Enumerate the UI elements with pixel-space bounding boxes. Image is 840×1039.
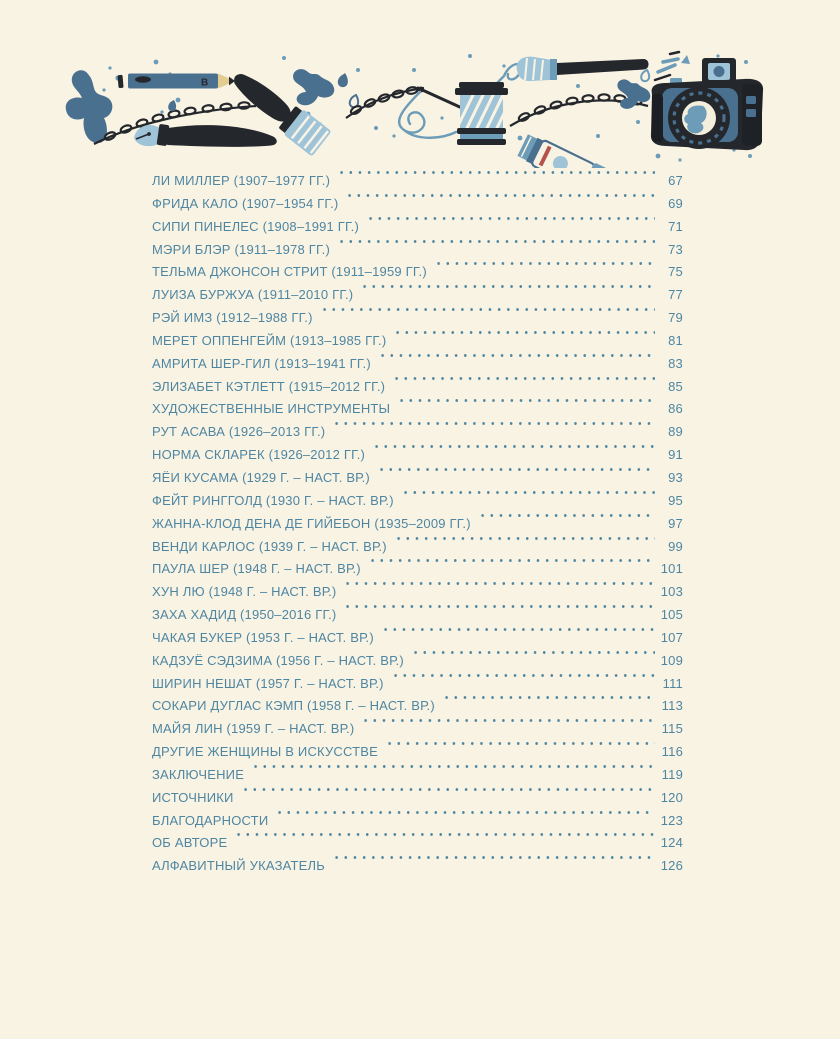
toc-row[interactable] — [152, 376, 683, 399]
toc-entry-label: ЗАКЛЮЧЕНИЕ — [152, 766, 245, 782]
toc-row[interactable] — [152, 832, 683, 855]
toc-leader-dots — [381, 627, 655, 650]
toc-leader-dots — [241, 787, 655, 810]
toc-entry-page: 107 — [660, 629, 683, 645]
toc-leader-dots — [368, 558, 655, 581]
toc-row[interactable] — [152, 650, 683, 673]
toc-leader-dots — [385, 741, 655, 764]
toc-row[interactable] — [152, 513, 683, 536]
toc-row[interactable] — [152, 353, 683, 376]
toc-row[interactable] — [152, 581, 683, 604]
toc-entry-page: 86 — [668, 401, 683, 417]
toc-entry-page: 83 — [668, 355, 683, 371]
toc-leader-dots — [343, 581, 654, 604]
toc-entry-label: ФЕЙТ РИНГГОЛД (1930 Г. – НАСТ. ВР.) — [152, 492, 394, 508]
toc-entry-label: ХУН ЛЮ (1948 Г. – НАСТ. ВР.) — [152, 584, 337, 600]
toc-leader-dots — [478, 513, 655, 536]
toc-leader-dots — [442, 695, 655, 718]
toc-entry-label: КАДЗУЁ СЭДЗИМА (1956 Г. – НАСТ. ВР.) — [152, 652, 404, 668]
toc-entry-page: 116 — [661, 744, 683, 760]
toc-row[interactable] — [152, 261, 683, 284]
toc-leader-dots — [392, 376, 655, 399]
toc-entry-page: 99 — [668, 538, 683, 554]
toc-leader-dots — [345, 193, 655, 216]
toc-leader-dots — [343, 604, 654, 627]
toc-leader-dots — [337, 170, 655, 193]
toc-row[interactable] — [152, 421, 683, 444]
toc-row[interactable] — [152, 787, 683, 810]
toc-entry-page: 91 — [668, 447, 683, 463]
toc-row[interactable] — [152, 627, 683, 650]
toc-entry-label: ПАУЛА ШЕР (1948 Г. – НАСТ. ВР.) — [152, 561, 361, 577]
toc-leader-dots — [411, 650, 655, 673]
toc-entry-label: НОРМА СКЛАРЕК (1926–2012 ГГ.) — [152, 447, 366, 463]
toc-entry-page: 79 — [668, 310, 683, 326]
toc-entry-page: 69 — [668, 195, 683, 211]
toc-leader-dots — [360, 284, 655, 307]
leaf-splash-icon — [66, 70, 113, 143]
toc-row[interactable] — [152, 216, 683, 239]
toc-entry-label: ВЕНДИ КАРЛОС (1939 Г. – НАСТ. ВР.) — [152, 538, 387, 554]
camera-icon — [651, 52, 763, 150]
toc-leader-dots — [393, 330, 655, 353]
toc-entry-page: 77 — [668, 287, 683, 303]
needle-thread-icon — [399, 87, 462, 137]
flash-rays-icon — [658, 59, 678, 72]
toc-row[interactable] — [152, 170, 683, 193]
toc-entry-label: ЖАННА-КЛОД ДЕНА ДЕ ГИЙЕБОН (1935–2009 ГГ.) — [152, 515, 471, 531]
toc-entry-page: 109 — [660, 652, 683, 668]
toc-entry-page: 126 — [660, 858, 683, 874]
toc-leader-dots — [377, 467, 655, 490]
toc-leader-dots — [434, 261, 655, 284]
toc-row[interactable] — [152, 536, 683, 559]
toc-row[interactable] — [152, 444, 683, 467]
toc-entry-label: СОКАРИ ДУГЛАС КЭМП (1958 Г. – НАСТ. ВР.) — [152, 698, 435, 714]
toc-entry-page: 120 — [660, 789, 683, 805]
toc-leader-dots — [361, 718, 655, 741]
toc-entry-page: 103 — [660, 584, 683, 600]
toc-entry-page: 115 — [661, 721, 683, 737]
toc-entry-label: ИСТОЧНИКИ — [152, 789, 234, 805]
toc-entry-label: ЗАХА ХАДИД (1950–2016 ГГ.) — [152, 607, 337, 623]
toc-entry-page: 75 — [668, 264, 683, 280]
toc-entry-page: 123 — [660, 812, 683, 828]
paint-tube-icon — [516, 131, 608, 168]
toc-row[interactable] — [152, 764, 683, 787]
toc-entry-label: БЛАГОДАРНОСТИ — [152, 812, 269, 828]
toc-row[interactable] — [152, 467, 683, 490]
toc-entry-label: ШИРИН НЕШАТ (1957 Г. – НАСТ. ВР.) — [152, 675, 384, 691]
toc-row[interactable] — [152, 604, 683, 627]
toc-leader-dots — [332, 421, 655, 444]
toc-leader-dots — [251, 764, 655, 787]
toc-entry-label: ЛИ МИЛЛЕР (1907–1977 ГГ.) — [152, 173, 331, 188]
toc-entry-label: МАЙЯ ЛИН (1959 Г. – НАСТ. ВР.) — [152, 721, 355, 737]
pencil-icon — [117, 74, 235, 89]
toc-entry-page: 85 — [668, 378, 683, 394]
toc-row[interactable] — [152, 307, 683, 330]
toc-leader-dots — [394, 536, 655, 559]
toc-entry-label: РУТ АСАВА (1926–2013 ГГ.) — [152, 424, 326, 440]
toc-entry-label: ЧАКАЯ БУКЕР (1953 Г. – НАСТ. ВР.) — [152, 629, 374, 645]
header-decoration — [58, 50, 770, 168]
toc-row[interactable] — [152, 284, 683, 307]
toc-entry-page: 89 — [668, 424, 683, 440]
flat-brush-icon — [517, 57, 649, 81]
toc-entry-page: 105 — [660, 607, 683, 623]
thread-spool-icon — [455, 64, 521, 145]
toc-entry-page: 71 — [668, 218, 683, 234]
toc-entry-label: ЯЁИ КУСАМА (1929 Г. – НАСТ. ВР.) — [152, 469, 370, 485]
fountain-pen-icon — [134, 124, 277, 147]
toc-row[interactable] — [152, 490, 683, 513]
toc-leader-dots — [366, 216, 655, 239]
toc-entry-label: АЛФАВИТНЫЙ УКАЗАТЕЛЬ — [152, 858, 325, 874]
toc-entry-label: ТЕЛЬМА ДЖОНСОН СТРИТ (1911–1959 ГГ.) — [152, 264, 427, 280]
toc-leader-dots — [391, 673, 655, 696]
toc-row[interactable] — [152, 193, 683, 216]
toc-entry-page: 73 — [668, 241, 683, 257]
toc-leader-dots — [397, 398, 655, 421]
toc-row[interactable] — [152, 239, 683, 262]
toc-row[interactable] — [152, 673, 683, 696]
toc-entry-label: ЛУИЗА БУРЖУА (1911–2010 ГГ.) — [152, 287, 354, 303]
toc-row[interactable] — [152, 398, 683, 421]
toc-entry-page: 111 — [662, 675, 683, 691]
toc-leader-dots — [401, 490, 655, 513]
toc-entry-page: 97 — [668, 515, 683, 531]
toc-row[interactable] — [152, 810, 683, 833]
toc-row[interactable] — [152, 330, 683, 353]
toc-entry-label: СИПИ ПИНЕЛЕС (1908–1991 ГГ.) — [152, 218, 360, 234]
toc-leader-dots — [332, 855, 655, 878]
toc-entry-label: ХУДОЖЕСТВЕННЫЕ ИНСТРУМЕНТЫ — [152, 401, 391, 417]
toc-entry-label: ДРУГИЕ ЖЕНЩИНЫ В ИСКУССТВЕ — [152, 744, 379, 760]
toc-list — [152, 170, 683, 878]
toc-leader-dots — [234, 832, 654, 855]
toc-entry-page: 101 — [660, 561, 683, 577]
toc-entry-label: ОБ АВТОРЕ — [152, 835, 228, 851]
toc-entry-page: 119 — [661, 766, 683, 782]
toc-leader-dots — [275, 810, 654, 833]
toc-entry-label: МЕРЕТ ОППЕНГЕЙМ (1913–1985 ГГ.) — [152, 332, 387, 348]
toc-row[interactable] — [152, 741, 683, 764]
toc-entry-label: АМРИТА ШЕР-ГИЛ (1913–1941 ГГ.) — [152, 355, 371, 371]
toc-entry-page: 93 — [668, 469, 683, 485]
toc-leader-dots — [378, 353, 655, 376]
toc-row[interactable] — [152, 695, 683, 718]
toc-leader-dots — [320, 307, 655, 330]
pencil-letter: В — [201, 77, 209, 89]
toc-entry-label: РЭЙ ИМЗ (1912–1988 ГГ.) — [152, 310, 313, 326]
toc-row[interactable] — [152, 558, 683, 581]
toc-entry-label: ФРИДА КАЛО (1907–1954 ГГ.) — [152, 195, 339, 211]
toc-entry-label: ЭЛИЗАБЕТ КЭТЛЕТТ (1915–2012 ГГ.) — [152, 378, 386, 394]
toc-entry-page: 81 — [668, 332, 683, 348]
toc-entry-page: 113 — [661, 698, 683, 714]
toc-entry-label: МЭРИ БЛЭР (1911–1978 ГГ.) — [152, 241, 330, 257]
toc-entry-page: 124 — [660, 835, 683, 851]
toc-entry-page: 67 — [668, 173, 683, 188]
toc-leader-dots — [372, 444, 655, 467]
toc-row[interactable] — [152, 855, 683, 878]
toc-entry-page: 95 — [668, 492, 683, 508]
toc-leader-dots — [337, 239, 655, 262]
toc-row[interactable] — [152, 718, 683, 741]
